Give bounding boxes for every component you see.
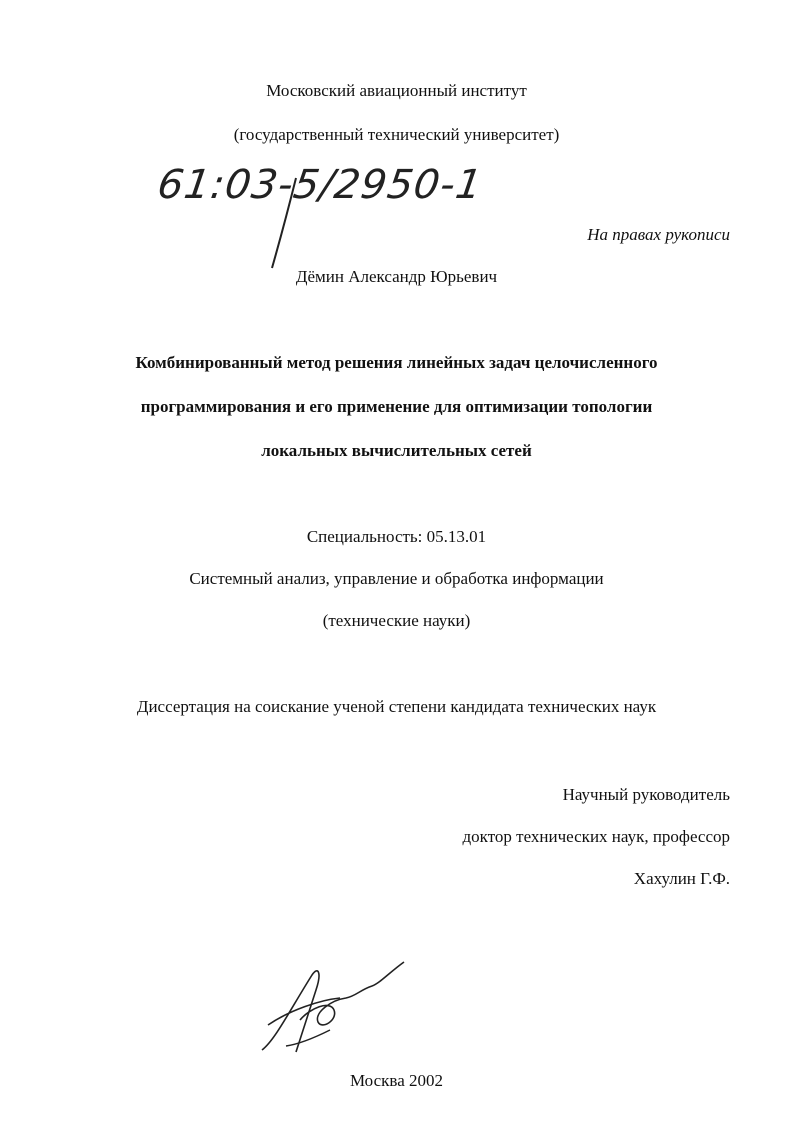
university-subtitle: (государственный технический университет): [233, 125, 560, 144]
specialty-name: Системный анализ, управление и обработка информации: [189, 569, 604, 588]
title-line-1: Комбинированный метод решения линейных задач целочисленного: [135, 353, 658, 372]
specialty-code: Специальность: 05.13.01: [306, 527, 487, 546]
title-line-3: локальных вычислительных сетей: [261, 441, 532, 460]
title-line-2: программирования и его применение для оптимизации топологии: [140, 397, 653, 416]
institute-name: Московский авиационный институт: [266, 81, 527, 100]
author-name: Дёмин Александр Юрьевич: [295, 267, 498, 286]
dissertation-statement: Диссертация на соискание ученой степени кандидата технических наук: [136, 697, 657, 716]
supervisor-role: Научный руководитель: [562, 785, 730, 804]
rights-note: На правах рукописи: [587, 225, 730, 244]
city-year: Москва 2002: [349, 1071, 444, 1090]
handwritten-catalog-number: 61:03-5/2950-1: [154, 162, 486, 208]
supervisor-degree: доктор технических наук, профессор: [462, 827, 730, 846]
specialty-field: (технические науки): [322, 611, 471, 630]
supervisor-name: Хахулин Г.Ф.: [633, 869, 730, 888]
